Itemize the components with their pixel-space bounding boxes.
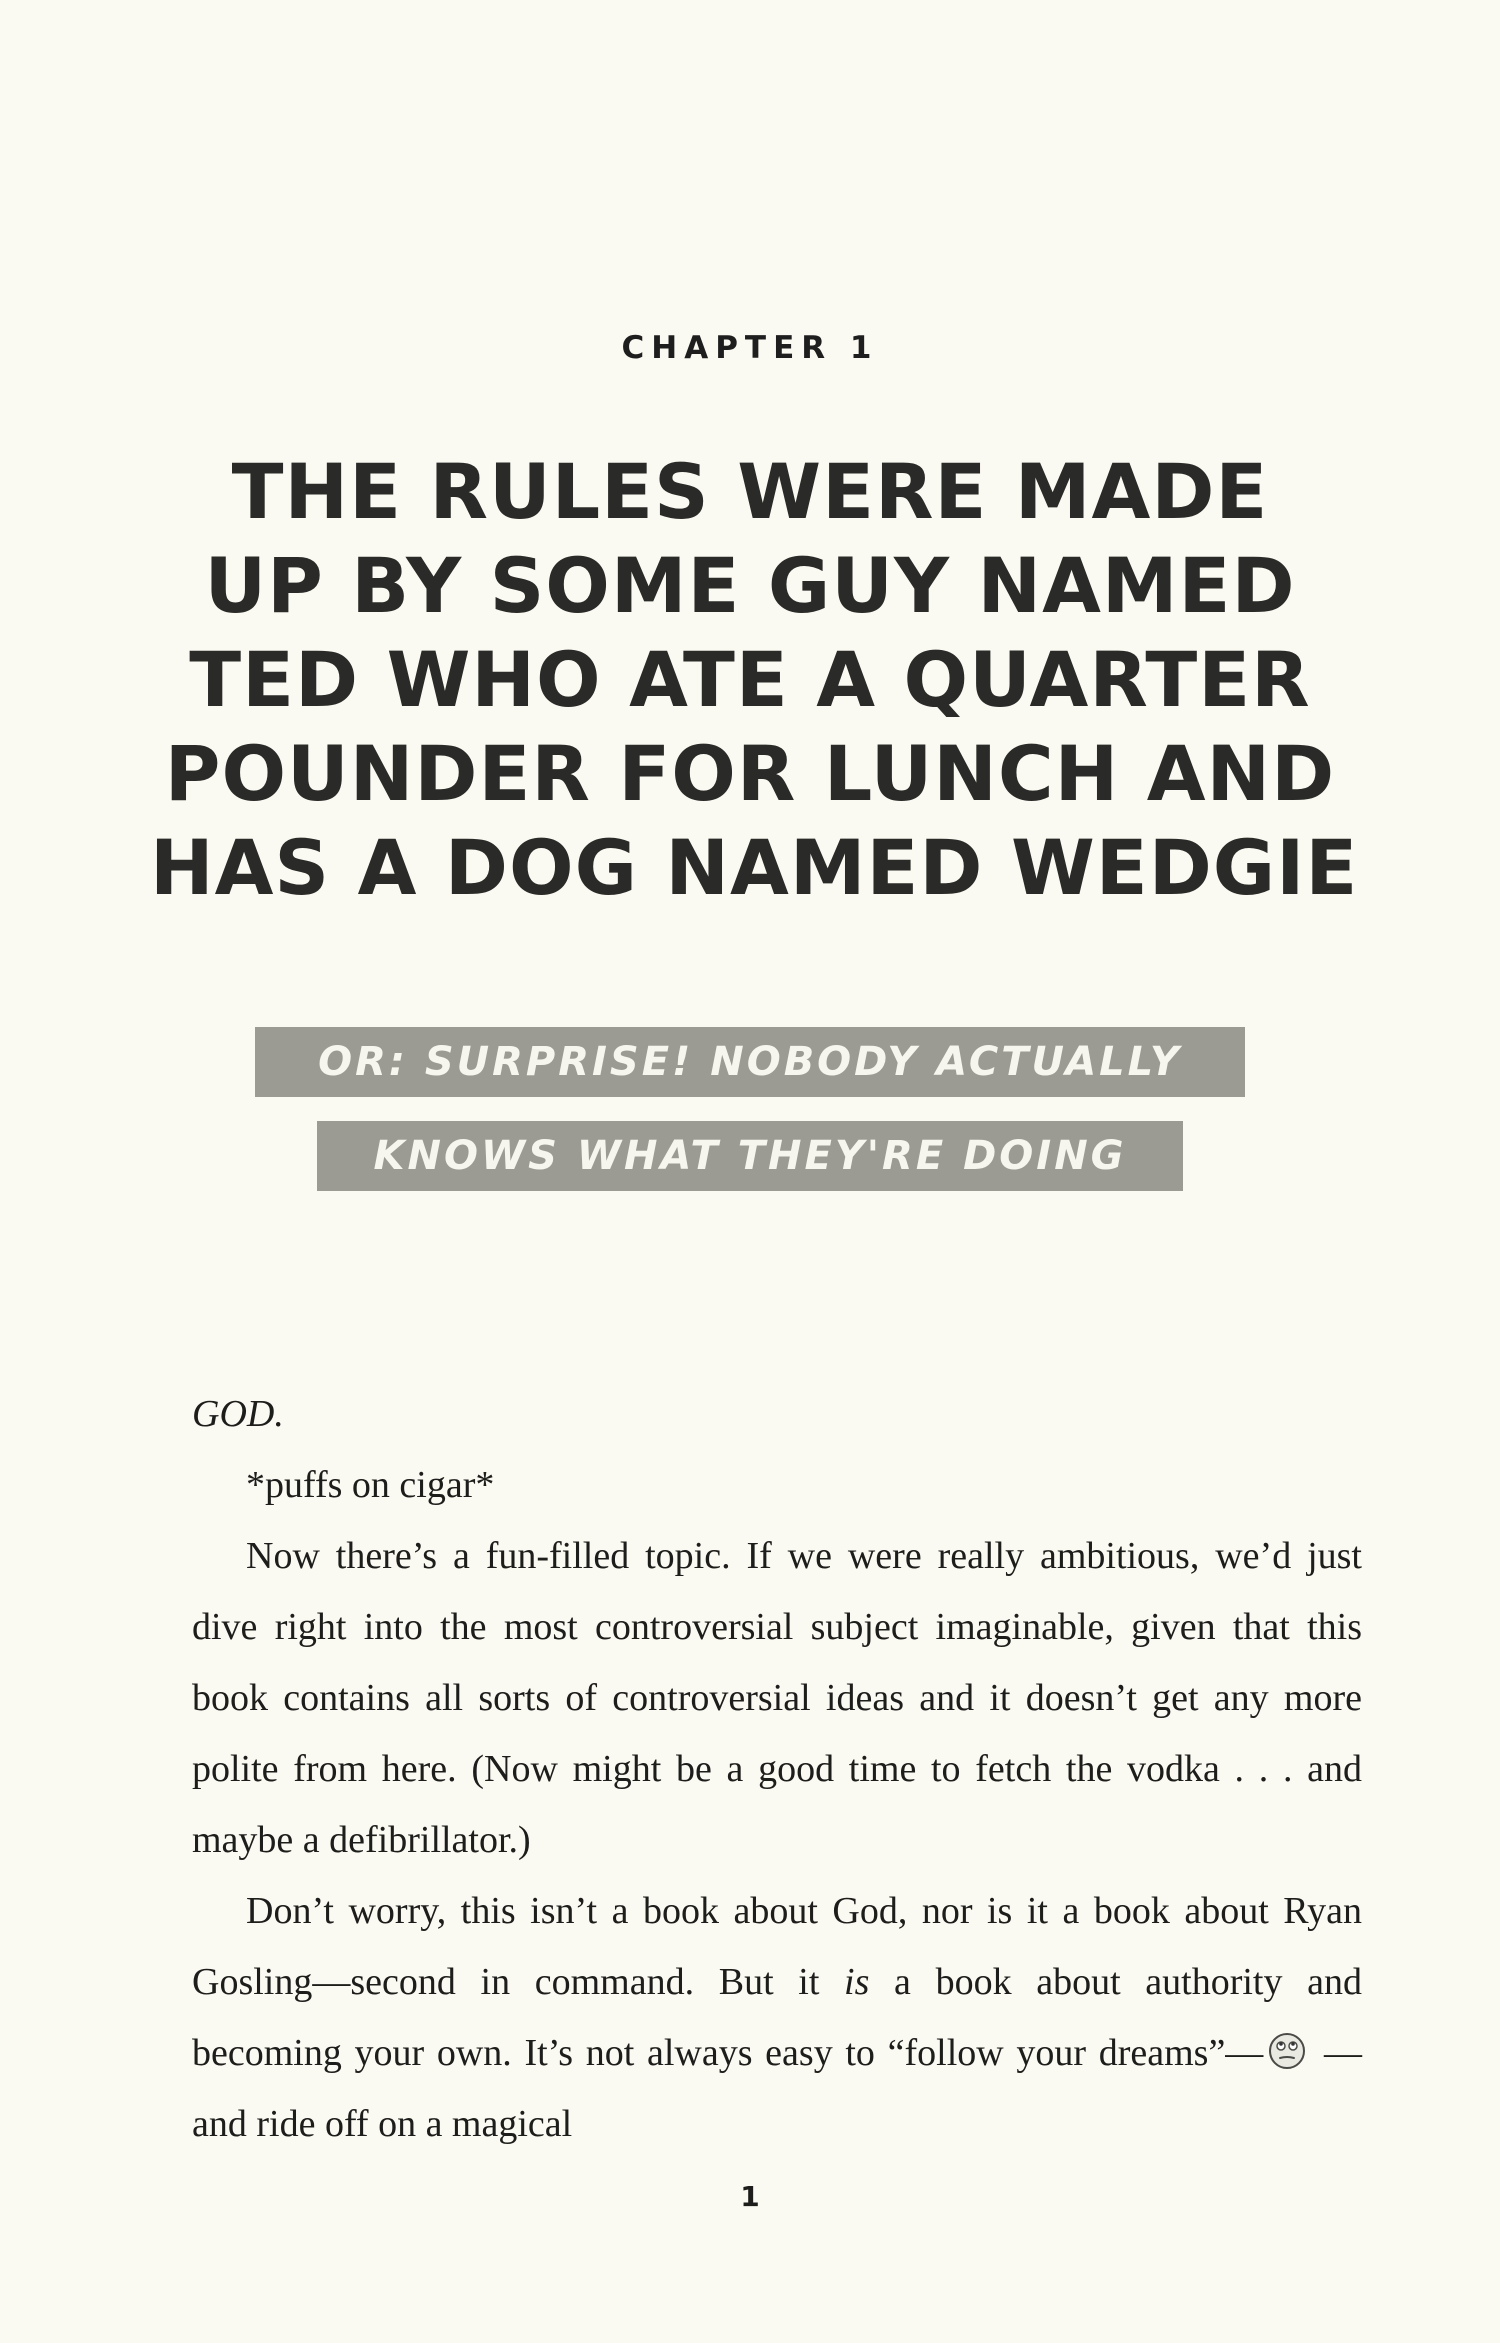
page-number: 1 xyxy=(740,2180,760,2213)
chapter-title-line: TED WHO ATE A QUARTER xyxy=(189,635,1311,724)
opening-line: GOD. xyxy=(192,1393,284,1435)
chapter-label: CHAPTER 1 xyxy=(621,330,879,366)
paragraph: Now there’s a fun-filled topic. If we were really ambitious, we’d just dive right into the most controversial subject imaginable, given that this book contains all sorts of controversial ideas and it doesn’t get any more polite from here. (Now might be a good time to fetch the vodka . . . and maybe a defibrillator.) xyxy=(192,1535,1362,1861)
paragraph: *puffs on cigar* xyxy=(246,1464,495,1506)
chapter-subtitle-line xyxy=(0,1121,1500,1191)
body-text xyxy=(192,1379,1362,2160)
chapter-title xyxy=(150,445,1359,915)
emphasis-text: is xyxy=(844,1961,870,2003)
paragraph-text: Don’t worry, this isn’t a book about God, nor is it a book about Ryan Gosling—second in command. But it xyxy=(192,1890,1362,2003)
paragraph xyxy=(192,1876,1362,2160)
chapter-title-line: UP BY SOME GUY NAMED xyxy=(204,541,1296,630)
chapter-subtitle-line xyxy=(0,1027,1500,1097)
chapter-subtitle-text: OR: SURPRISE! NOBODY ACTUALLY xyxy=(255,1027,1245,1097)
chapter-subtitle-text: KNOWS WHAT THEY'RE DOING xyxy=(317,1121,1183,1191)
paragraph-text: a book about authority and becoming your own. It’s not always easy to “follow your dreams”— xyxy=(192,1961,1362,2074)
chapter-title-line: HAS A DOG NAMED WEDGIE xyxy=(150,823,1359,912)
chapter-title-line: THE RULES WERE MADE xyxy=(231,447,1269,536)
paragraph-text: —and ride off on a magical xyxy=(192,2032,1362,2145)
chapter-title-line: POUNDER FOR LUNCH AND xyxy=(164,729,1336,818)
rolling-eyes-face-icon xyxy=(1267,2031,1307,2071)
